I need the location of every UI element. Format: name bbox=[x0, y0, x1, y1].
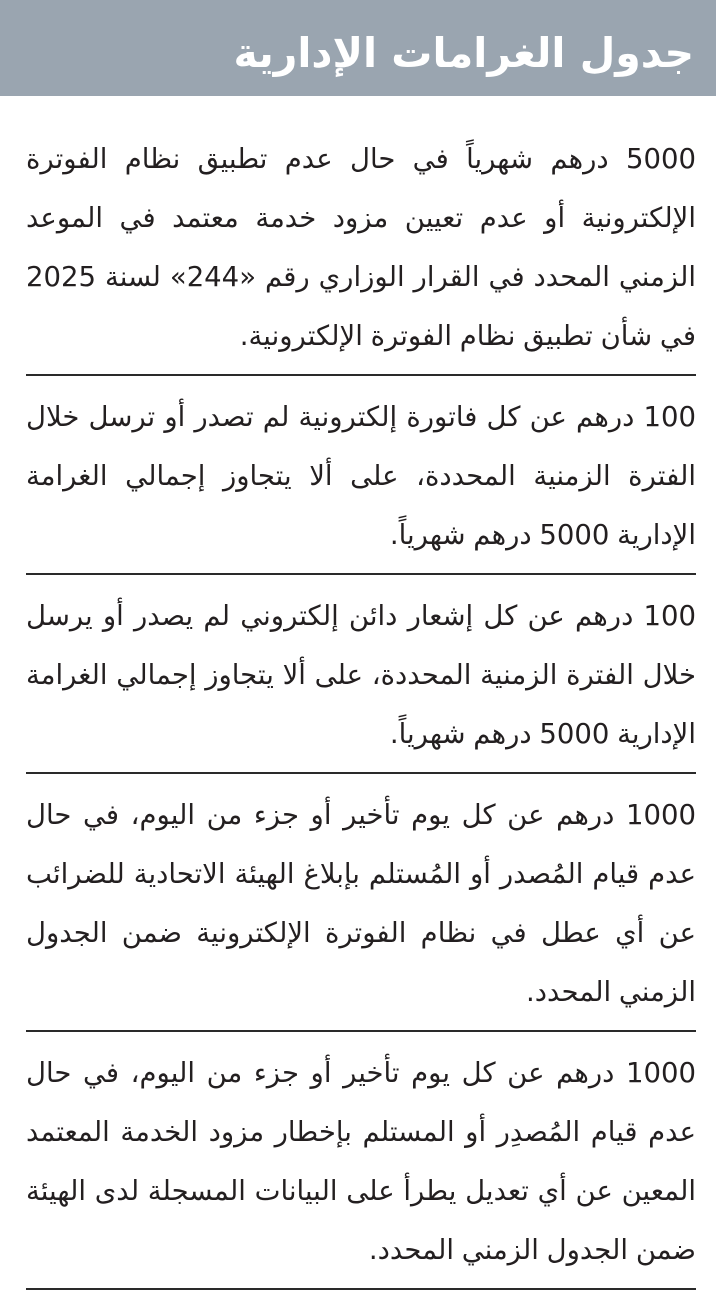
fine-row-1 bbox=[26, 118, 696, 376]
fine-text: 5000 درهم شهرياً في حال عدم تطبيق نظام الفوترة الإلكترونية أو عدم تعيين مزود خدمة معتمد في الموعد الزمني المحدد في القرار الوزاري رقم «244» لسنة 2025 في شأن تطبيق نظام الفوترة الإلكترونية. bbox=[26, 143, 696, 352]
fine-text: 1000 درهم عن كل يوم تأخير أو جزء من اليوم، في حال عدم قيام المُصدر أو المُستلم بإبلاغ الهيئة الاتحادية للضرائب عن أي عطل في نظام الفوترة الإلكترونية ضمن الجدول الزمني المحدد. bbox=[26, 799, 696, 1008]
title-bar bbox=[0, 0, 716, 96]
fine-row-2 bbox=[26, 376, 696, 575]
table-title: جدول الغرامات الإدارية bbox=[233, 28, 694, 77]
fine-row-4 bbox=[26, 774, 696, 1032]
fine-text: 1000 درهم عن كل يوم تأخير أو جزء من اليوم، في حال عدم قيام المُصدِر أو المستلم بإخطار مزود الخدمة المعتمد المعين عن أي تعديل يطرأ على البيانات المسجلة لدى الهيئة ضمن الجدول الزمني المحدد. bbox=[26, 1057, 696, 1266]
fine-text: 100 درهم عن كل فاتورة إلكترونية لم تصدر أو ترسل خلال الفترة الزمنية المحددة، على ألا يتجاوز إجمالي الغرامة الإدارية 5000 درهم شهرياً. bbox=[26, 401, 696, 551]
fine-row-3 bbox=[26, 575, 696, 774]
fine-row-5 bbox=[26, 1032, 696, 1290]
fines-table bbox=[26, 118, 696, 1290]
fine-text: 100 درهم عن كل إشعار دائن إلكتروني لم يصدر أو يرسل خلال الفترة الزمنية المحددة، على ألا يتجاوز إجمالي الغرامة الإدارية 5000 درهم شهرياً. bbox=[26, 600, 696, 750]
